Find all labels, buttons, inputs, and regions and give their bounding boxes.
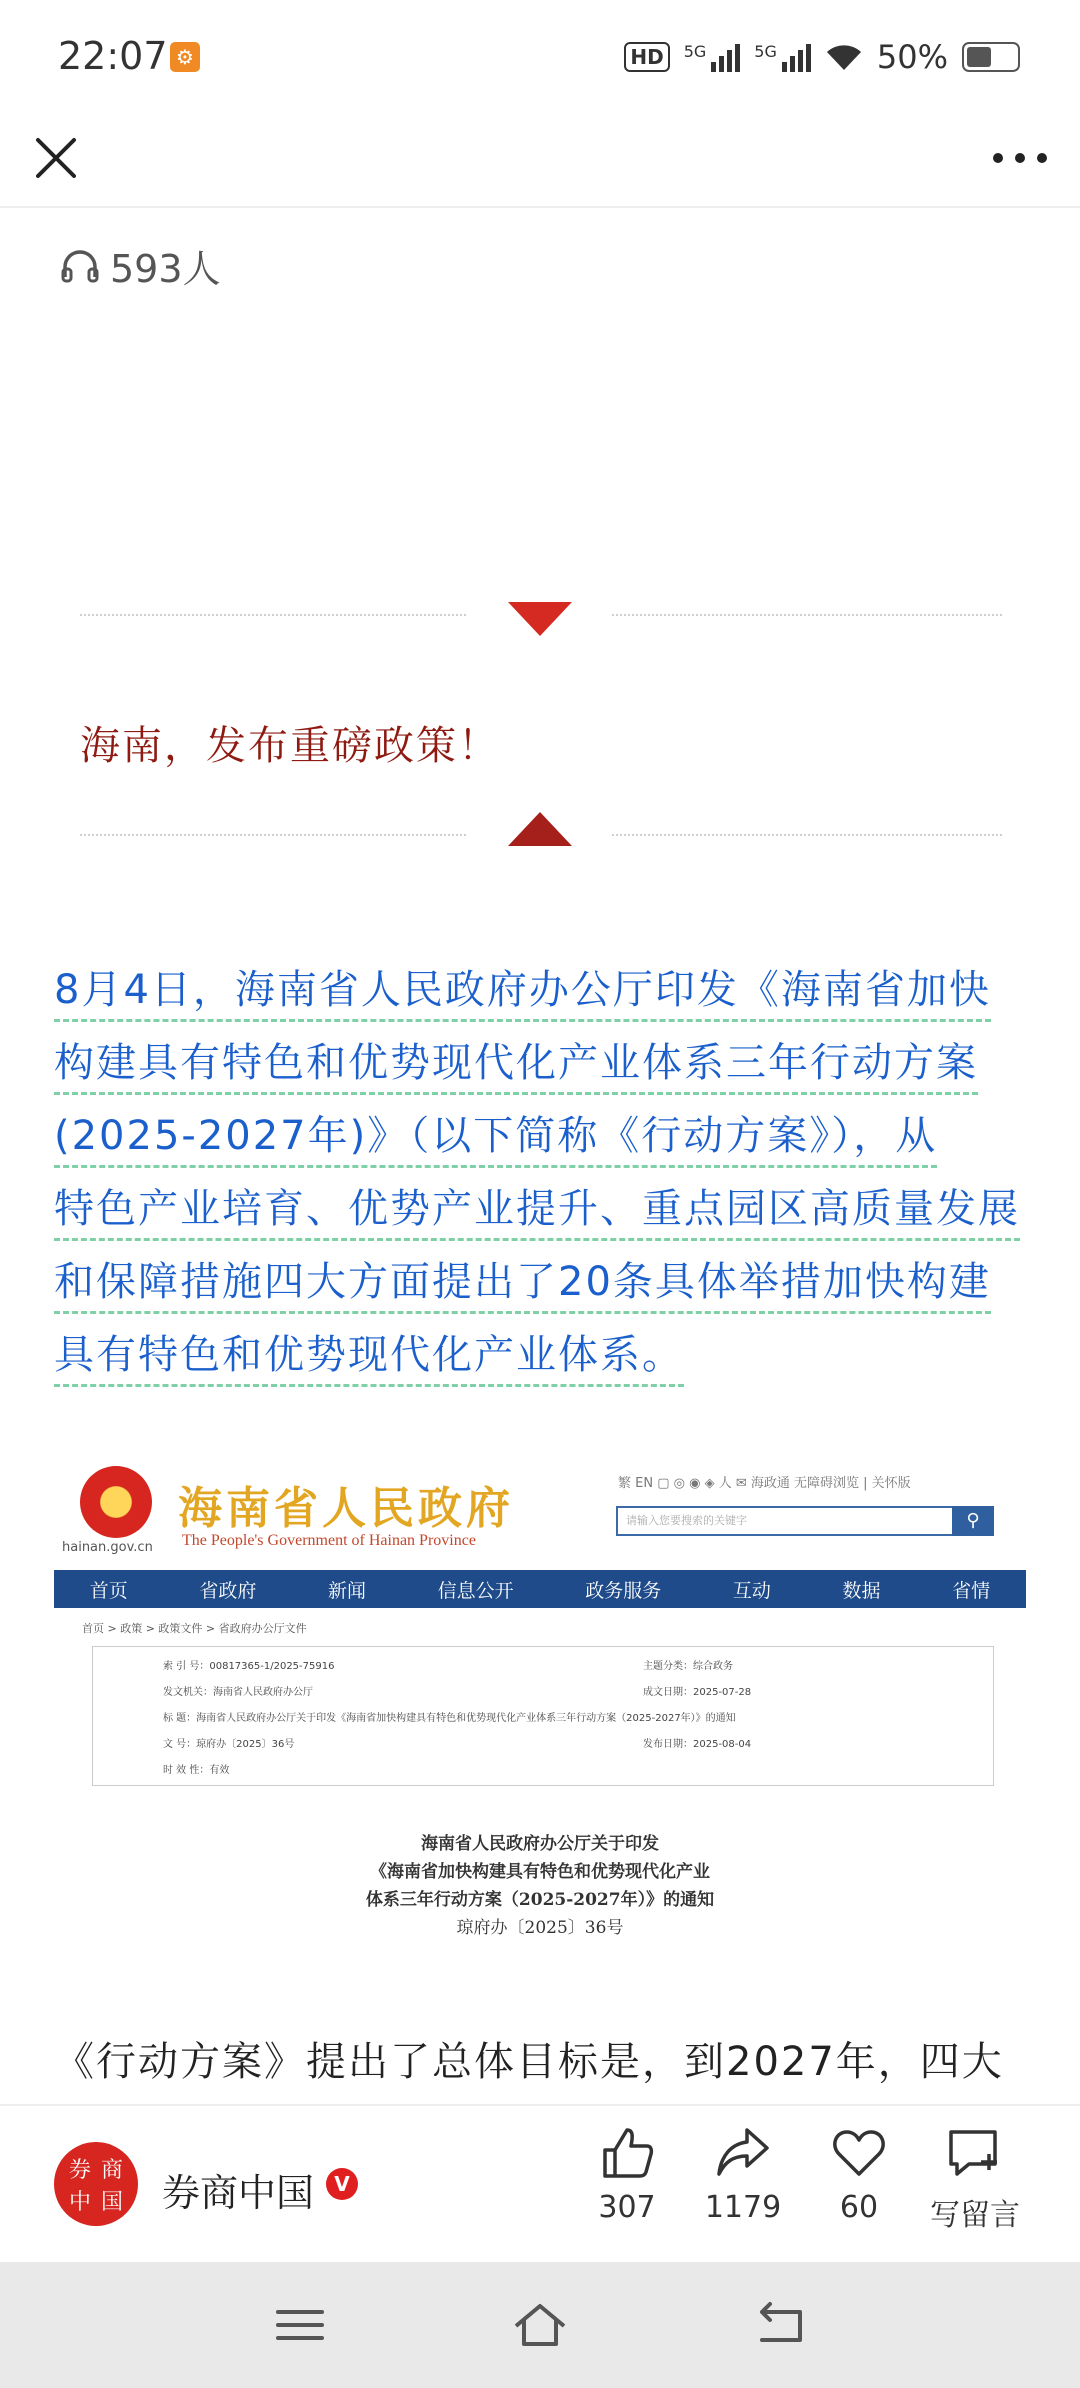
site-breadcrumb: 首页 > 政策 > 政策文件 > 省政府办公厅文件 xyxy=(82,1622,307,1635)
thumbs-up-icon xyxy=(599,2126,655,2180)
site-menu-item: 省情 xyxy=(952,1579,991,1602)
app-notification-icon: ⚙ xyxy=(170,42,200,72)
meta-validity: 时 效 性：有效 xyxy=(163,1765,230,1776)
site-menu xyxy=(54,1570,1026,1608)
meta-date-written: 成文日期：2025-07-28 xyxy=(643,1687,752,1698)
paragraph-line: 和保障措施四大方面提出了20条具体举措加快构建 xyxy=(54,1259,991,1314)
avatar-char: 中 xyxy=(68,2189,91,2215)
doc-title-line: 体系三年行动方案（2025-2027年）》的通知 xyxy=(365,1890,715,1910)
meta-index: 索 引 号：00817365-1/2025-75916 xyxy=(163,1661,335,1672)
divider xyxy=(80,614,466,616)
wifi-icon xyxy=(825,42,863,72)
doc-title-line: 琼府办〔2025〕36号 xyxy=(456,1918,624,1938)
like-button[interactable] xyxy=(572,2126,682,2225)
like-count: 307 xyxy=(598,2190,656,2225)
site-menu-item: 信息公开 xyxy=(437,1579,514,1602)
site-menu-item: 新闻 xyxy=(328,1579,367,1602)
divider xyxy=(612,834,1002,836)
headphones-icon xyxy=(60,247,100,285)
site-menu-item: 互动 xyxy=(732,1579,771,1602)
home-icon[interactable] xyxy=(512,2300,568,2350)
site-menu-item: 政务服务 xyxy=(585,1579,662,1602)
battery-percent: 50% xyxy=(876,38,948,76)
verified-badge-icon: V xyxy=(326,2168,358,2200)
site-search-input: 请输入您要搜索的关键字 xyxy=(616,1506,964,1536)
favorite-count: 60 xyxy=(839,2190,879,2225)
site-title-en: The People's Government of Hainan Province xyxy=(182,1532,476,1549)
site-menu-item: 省政府 xyxy=(199,1579,257,1602)
divider xyxy=(80,834,466,836)
site-domain: hainan.gov.cn xyxy=(62,1540,153,1555)
listen-count[interactable] xyxy=(60,238,221,293)
more-icon[interactable] xyxy=(988,130,1052,186)
write-comment-label: 写留言 xyxy=(930,2198,1020,2233)
share-count: 1179 xyxy=(704,2190,782,2225)
account-avatar[interactable] xyxy=(54,2142,138,2226)
paragraph-line: 特色产业培育、优势产业提升、重点园区高质量发展 xyxy=(54,1186,1020,1241)
paragraph-line: 8月4日，海南省人民政府办公厅印发《海南省加快 xyxy=(54,967,991,1022)
site-menu-item: 数据 xyxy=(842,1579,881,1602)
paragraph-line: 构建具有特色和优势现代化产业体系三年行动方案 xyxy=(54,1040,978,1095)
meta-issuer: 发文机关：海南省人民政府办公厅 xyxy=(163,1687,313,1698)
favorite-button[interactable] xyxy=(804,2126,914,2225)
signal-5g-icon: 5G xyxy=(684,42,741,72)
avatar-char: 国 xyxy=(100,2189,123,2215)
meta-category: 主题分类：综合政务 xyxy=(643,1661,733,1672)
doc-title-line: 海南省人民政府办公厅关于印发 xyxy=(421,1834,659,1854)
share-button[interactable] xyxy=(688,2126,798,2225)
share-icon xyxy=(715,2126,771,2180)
meta-doc-no: 文 号：琼府办〔2025〕36号 xyxy=(163,1739,295,1750)
heart-icon xyxy=(831,2126,887,2180)
battery-icon xyxy=(962,42,1020,72)
status-time: 22:07 xyxy=(58,34,168,78)
triangle-down-decoration xyxy=(508,602,572,636)
comment-add-icon xyxy=(945,2126,1005,2180)
search-icon: ⚲ xyxy=(952,1506,994,1536)
national-emblem-icon xyxy=(80,1466,152,1538)
bottom-action-bar xyxy=(0,2104,1080,2264)
site-menu-item: 首页 xyxy=(89,1579,128,1602)
section-headline: 海南，发布重磅政策！ xyxy=(80,723,500,769)
listen-count-text: 593人 xyxy=(110,247,221,291)
write-comment-button[interactable] xyxy=(920,2126,1030,2234)
hd-voice-icon: HD xyxy=(624,42,669,72)
menu-icon[interactable] xyxy=(272,2300,328,2350)
site-toolbar: 繁 EN ▢ ◎ ◉ ◈ 人 ✉ 海政通 无障碍浏览 | 关怀版 xyxy=(618,1476,911,1491)
close-icon[interactable] xyxy=(28,130,84,186)
site-title-cn: 海南省人民政府 xyxy=(178,1483,514,1534)
triangle-up-decoration xyxy=(508,812,572,846)
avatar-char: 商 xyxy=(100,2157,123,2183)
divider xyxy=(612,614,1002,616)
article-image[interactable] xyxy=(54,1452,1026,1954)
article-paragraph[interactable] xyxy=(54,954,1030,1392)
account-name[interactable]: 券商中国 xyxy=(162,2171,315,2215)
status-bar xyxy=(0,0,1080,110)
avatar-char: 券 xyxy=(68,2157,91,2183)
doc-title-line: 《海南省加快构建具有特色和优势现代化产业 xyxy=(370,1862,710,1882)
doc-title xyxy=(54,1830,1026,1942)
paragraph-line: 具有特色和优势现代化产业体系。 xyxy=(54,1332,684,1387)
paragraph-line: (2025-2027年)》（以下简称《行动方案》），从 xyxy=(54,1113,937,1168)
doc-meta-table xyxy=(92,1646,994,1786)
system-nav-bar xyxy=(0,2262,1080,2388)
article-paragraph-2[interactable]: 《行动方案》提出了总体目标是，到2027年，四大 xyxy=(54,2039,1004,2085)
meta-pub-date: 发布日期：2025-08-04 xyxy=(643,1739,752,1750)
top-nav xyxy=(0,110,1080,208)
back-icon[interactable] xyxy=(752,2300,808,2350)
signal-5g-icon-2: 5G xyxy=(754,42,811,72)
meta-title: 标 题：海南省人民政府办公厅关于印发《海南省加快构建具有特色和优势现代化产业体系三年行动方案（2025-2027年）》的通知 xyxy=(163,1713,736,1724)
